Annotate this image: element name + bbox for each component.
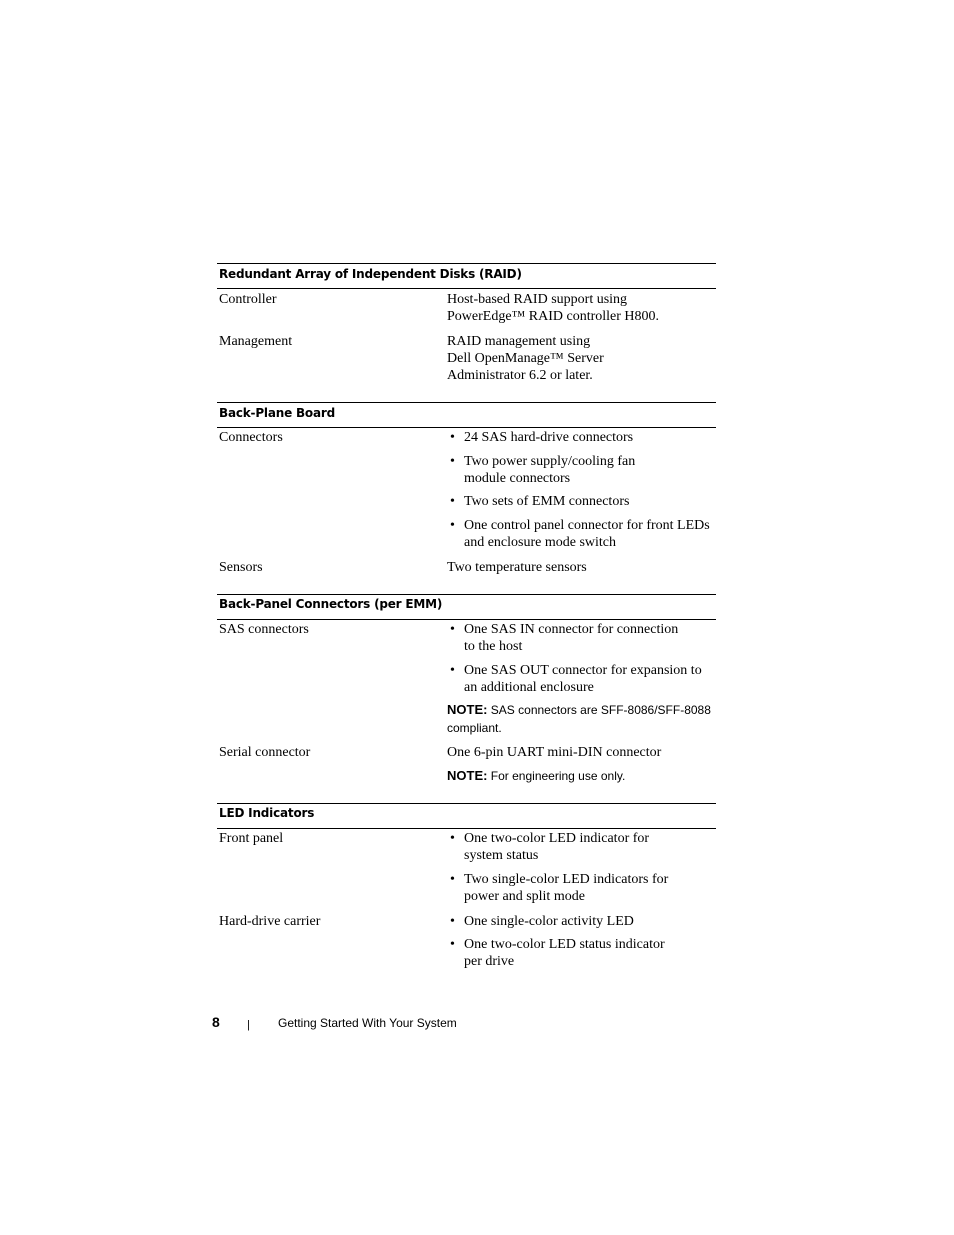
row-label-serial-connector: Serial connector [219,745,311,760]
bullet-icon: • [450,872,455,887]
bullet-icon: • [450,663,455,678]
list-item [450,871,724,905]
list-item [450,913,724,930]
list-item [450,493,724,510]
section-title-led: LED Indicators [219,806,315,820]
note-text: For engineering use only. [490,769,626,783]
note-text: SAS connectors are SFF-8086/SFF-8088 compliant. [447,703,711,735]
row-label-sensors: Sensors [219,560,263,575]
section-rule [217,619,716,620]
bullet-icon: • [450,494,455,509]
section-rule [217,427,716,428]
section-rule [217,594,716,595]
list-item [450,621,724,655]
list-item-text: One two-color LED indicator for system status [464,831,650,863]
bullet-icon: • [450,914,455,929]
row-value-serial-connector: One 6-pin UART mini-DIN connector [447,745,662,760]
row-label-sas-connectors: SAS connectors [219,622,309,637]
section-rule [217,828,716,829]
note-label: NOTE: [447,768,488,783]
list-item-text: One control panel connector for front LEDs and enclosure mode switch [464,518,710,550]
row-label-front-panel: Front panel [219,831,284,846]
row-value-controller: Host-based RAID support using PowerEdge™ RAID controller H800. [447,292,660,324]
page-number: 8 [212,1014,220,1030]
bullet-icon: • [450,831,455,846]
list-item-text: One SAS IN connector for connection to the host [464,622,679,654]
footer-title: Getting Started With Your System [278,1016,457,1030]
list-item-text: Two sets of EMM connectors [464,494,630,509]
bullet-icon: • [450,518,455,533]
section-title-backpanel: Back-Panel Connectors (per EMM) [219,597,443,611]
list-item [450,662,724,696]
bullet-icon: • [450,937,455,952]
bullet-icon: • [450,454,455,469]
list-item-text: 24 SAS hard-drive connectors [464,430,634,445]
note-serial [447,767,717,785]
list-item-text: One two-color LED status indicator per drive [464,937,665,969]
section-rule [217,803,716,804]
list-item-text: Two power supply/cooling fan module connectors [464,454,636,486]
list-item [450,830,724,864]
list-item [450,517,724,551]
list-item-text: One single-color activity LED [464,914,634,929]
row-value-sensors: Two temperature sensors [447,560,587,575]
row-value-management: RAID management using Dell OpenManage™ Server Administrator 6.2 or later. [447,334,604,383]
section-title-backplane: Back-Plane Board [219,406,335,420]
footer-separator: | [247,1019,250,1031]
section-title-raid: Redundant Array of Independent Disks (RAID) [219,267,522,281]
row-label-controller: Controller [219,292,277,307]
list-item [450,453,724,487]
row-label-hard-drive-carrier: Hard-drive carrier [219,914,321,929]
section-rule [217,288,716,289]
bullet-icon: • [450,622,455,637]
section-rule [217,263,716,264]
section-rule [217,402,716,403]
list-item-text: One SAS OUT connector for expansion to an additional enclosure [464,663,702,695]
list-item [450,429,724,446]
list-item [450,936,724,970]
row-label-management: Management [219,334,293,349]
bullet-icon: • [450,430,455,445]
note-label: NOTE: [447,702,488,717]
row-label-connectors: Connectors [219,430,283,445]
note-sas [447,701,717,737]
list-item-text: Two single-color LED indicators for power and split mode [464,872,669,904]
